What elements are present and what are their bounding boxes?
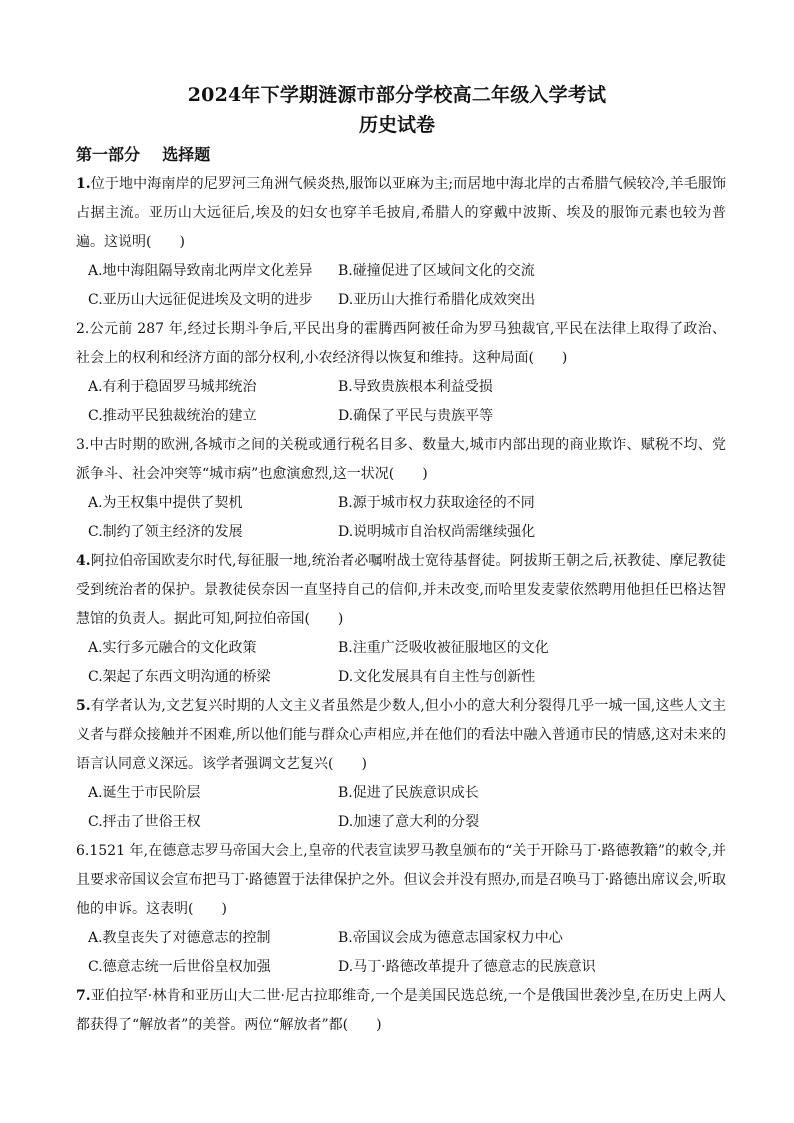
- options: [76, 257, 726, 315]
- question-text: 阿拉伯帝国欧麦尔时代,每征服一地,统治者必嘱咐战士宽待基督徒。阿拔斯王朝之后,祆教徒、摩尼教徒受到统治者的保护。景教徒侯奈因一直坚持自己的信仰,并未改变,而哈里发麦蒙依然聘用他担任巴格达智慧馆的负责人。据此可知,阿拉伯帝国( ): [76, 553, 726, 627]
- options: [76, 489, 726, 547]
- question-text: 亚伯拉罕·林肯和亚历山大二世·尼古拉耶维奇,一个是美国民选总统,一个是俄国世袭沙皇,在历史上两人都获得了“解放者”的美誉。两位“解放者”都( ): [76, 988, 726, 1033]
- option-c: C.德意志统一后世俗皇权加强: [88, 959, 271, 975]
- question-stem: [76, 982, 726, 1040]
- question-stem: [76, 692, 726, 779]
- question-text: 有学者认为,文艺复兴时期的人文主义者虽然是少数人,但小小的意大利分裂得几乎一城一国,这些人文主义者与群众接触并不困难,所以他们能与群众心声相应,并在他们的看法中融入普通市民的情感,这对未来的语言认同意义深远。该学者强调文艺复兴( ): [76, 698, 726, 772]
- option-a: A.为王权集中提供了契机: [88, 495, 243, 511]
- option-c: C.制约了领主经济的发展: [88, 524, 243, 540]
- question-number: 5.: [76, 698, 91, 714]
- option-d: D.文化发展具有自主性与创新性: [338, 669, 536, 685]
- question-text: 公元前 287 年,经过长期斗争后,平民出身的霍腾西阿被任命为罗马独裁官,平民在法律上取得了政治、社会上的权利和经济方面的部分权利,小农经济得以恢复和维持。这种局面( ): [76, 321, 726, 366]
- option-d: D.加速了意大利的分裂: [338, 814, 480, 830]
- question-text: 位于地中海南岸的尼罗河三角洲气候炎热,服饰以亚麻为主;而居地中海北岸的古希腊气候较冷,羊毛服饰占据主流。亚历山大远征后,埃及的妇女也穿羊毛披肩,希腊人的穿戴中波斯、埃及的服饰元素也较为普遍。这说明( ): [76, 176, 726, 250]
- question-stem: [76, 170, 726, 257]
- option-b: B.帝国议会成为德意志国家权力中心: [338, 930, 563, 946]
- question-number: 4.: [76, 553, 91, 569]
- exam-title: 2024年下学期涟源市部分学校高二年级入学考试: [187, 84, 607, 106]
- option-a: A.实行多元融合的文化政策: [88, 640, 257, 656]
- question-2: [76, 315, 726, 431]
- exam-subtitle: 历史试卷: [358, 114, 435, 136]
- question-4: [76, 547, 726, 692]
- option-b: B.注重广泛吸收被征服地区的文化: [338, 640, 549, 656]
- question-text: 1521 年,在德意志罗马帝国大会上,皇帝的代表宣读罗马教皇颁布的“关于开除马丁·路德教籍”的敕令,并且要求帝国议会宣布把马丁·路德置于法律保护之外。但议会并没有照办,而是召唤马丁·路德出席议会,听取他的申诉。这表明( ): [76, 843, 726, 917]
- section-heading: 第一部分 选择题: [76, 145, 211, 164]
- option-d: D.马丁·路德改革提升了德意志的民族意识: [338, 959, 596, 975]
- options: [76, 779, 726, 837]
- question-text: 中古时期的欧洲,各城市之间的关税或通行税名目多、数量大,城市内部出现的商业欺诈、赋税不均、党派争斗、社会冲突等“城市病”也愈演愈烈,这一状况( ): [76, 437, 726, 482]
- question-3: [76, 431, 726, 547]
- option-b: B.碰撞促进了区域间文化的交流: [338, 263, 535, 279]
- option-a: A.教皇丧失了对德意志的控制: [88, 930, 271, 946]
- options: [76, 634, 726, 692]
- question-7: [76, 982, 726, 1040]
- option-b: B.促进了民族意识成长: [338, 785, 479, 801]
- option-d: D.说明城市自治权尚需继续强化: [338, 524, 536, 540]
- question-number: 6.: [76, 843, 90, 859]
- question-list: [76, 170, 726, 1040]
- question-number: 7.: [76, 988, 91, 1004]
- options: [76, 924, 726, 982]
- option-a: A.地中海阻隔导致南北两岸文化差异: [88, 263, 313, 279]
- question-6: [76, 837, 726, 982]
- question-number: 2.: [76, 321, 90, 337]
- option-d: D.亚历山大推行希腊化成效突出: [338, 292, 536, 308]
- question-stem: [76, 431, 726, 489]
- option-c: C.亚历山大远征促进埃及文明的进步: [88, 292, 313, 308]
- option-d: D.确保了平民与贵族平等: [338, 408, 494, 424]
- option-a: A.有利于稳固罗马城邦统治: [88, 379, 257, 395]
- options: [76, 373, 726, 431]
- question-5: [76, 692, 726, 837]
- option-c: C.架起了东西文明沟通的桥梁: [88, 669, 271, 685]
- question-stem: [76, 837, 726, 924]
- question-number: 3.: [76, 437, 90, 453]
- question-1: [76, 170, 726, 315]
- question-number: 1.: [76, 176, 91, 192]
- option-c: C.抨击了世俗王权: [88, 814, 201, 830]
- option-b: B.导致贵族根本利益受损: [338, 379, 493, 395]
- option-a: A.诞生于市民阶层: [88, 785, 201, 801]
- option-b: B.源于城市权力获取途径的不同: [338, 495, 535, 511]
- question-stem: [76, 315, 726, 373]
- option-c: C.推动平民独裁统治的建立: [88, 408, 257, 424]
- question-stem: [76, 547, 726, 634]
